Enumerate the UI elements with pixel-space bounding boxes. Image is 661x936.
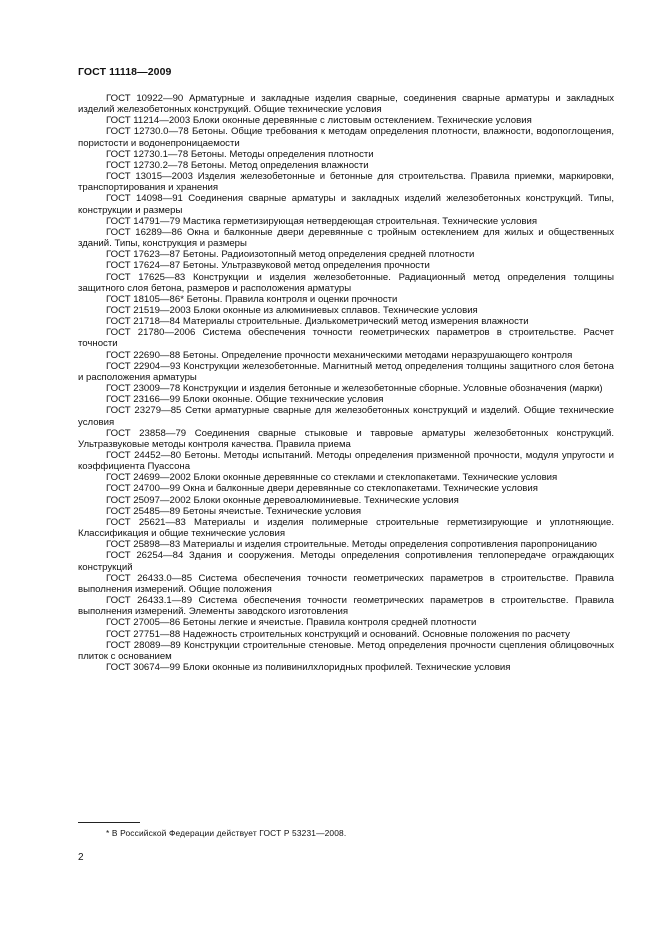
reference-entry: ГОСТ 16289—86 Окна и балконные двери деревянные с тройным остеклением для жилых и общественных зданий. Типы, конструкция и размеры [78, 226, 614, 250]
reference-entry: ГОСТ 24699—2002 Блоки оконные деревянные со стеклами и стеклопакетами. Технические условия [106, 472, 558, 484]
reference-entry: ГОСТ 12730.2—78 Бетоны. Метод определения влажности [106, 159, 369, 171]
reference-entry: ГОСТ 25097—2002 Блоки оконные деревоалюминиевые. Технические условия [106, 494, 459, 506]
footnote: * В Российской Федерации действует ГОСТ Р 53231—2008. [106, 828, 347, 838]
reference-entry: ГОСТ 17623—87 Бетоны. Радиоизотопный метод определения средней плотности [106, 249, 475, 261]
reference-entry: ГОСТ 24700—99 Окна и балконные двери деревянные со стеклопакетами. Технические условия [106, 483, 538, 495]
reference-entry: ГОСТ 26433.0—85 Система обеспечения точности геометрических параметров в строительстве. Правила выполнения измерений. Общие положения [78, 572, 614, 595]
reference-entry: ГОСТ 27751—88 Надежность строительных конструкций и оснований. Основные положения по расчету [106, 628, 570, 640]
reference-entry: ГОСТ 25621—83 Материалы и изделия полимерные строительные герметизирующие и уплотняющие. Классификация и общие технические условия [78, 516, 614, 540]
reference-entry: ГОСТ 12730.1—78 Бетоны. Методы определения плотности [106, 148, 374, 160]
reference-entry: ГОСТ 26433.1—89 Система обеспечения точности геометрических параметров в строительстве. Правила выполнения измерений. Элементы заводского изготовления [78, 595, 614, 618]
reference-entry: ГОСТ 22904—93 Конструкции железобетонные. Магнитный метод определения толщины защитного слоя бетона и расположения арматуры [78, 360, 614, 383]
reference-entry: ГОСТ 18105—86* Бетоны. Правила контроля и оценки прочности [106, 293, 398, 305]
references-list [78, 93, 614, 673]
reference-entry: ГОСТ 17625—83 Конструкции и изделия железобетонные. Радиационный метод определения толщины защитного слоя бетона, размеров и расположения арматуры [78, 271, 614, 294]
reference-entry: ГОСТ 10922—90 Арматурные и закладные изделия сварные, соединения сварные арматуры и закладных изделий железобетонных конструкций. Общие технические условия [78, 93, 614, 116]
reference-entry: ГОСТ 17624—87 Бетоны. Ультразвуковой метод определения прочности [106, 260, 430, 272]
reference-entry: ГОСТ 21519—2003 Блоки оконные из алюминиевых сплавов. Технические условия [106, 304, 478, 316]
reference-entry: ГОСТ 30674—99 Блоки оконные из поливинилхлоридных профилей. Технические условия [106, 661, 511, 673]
reference-entry: ГОСТ 24452—80 Бетоны. Методы испытаний. Методы определения призменной прочности, модуля упругости и коэффициента Пуассона [78, 450, 614, 473]
reference-entry: ГОСТ 21718—84 Материалы строительные. Диэлькометрический метод измерения влажности [106, 316, 529, 328]
page-number: 2 [78, 852, 84, 863]
page-header: ГОСТ 11118—2009 [78, 66, 172, 78]
reference-entry: ГОСТ 14098—91 Соединения сварные арматуры и закладных изделий железобетонных конструкций. Типы, конструкции и размеры [78, 193, 614, 216]
reference-entry: ГОСТ 27005—86 Бетоны легкие и ячеистые. Правила контроля средней плотности [106, 617, 477, 629]
reference-entry: ГОСТ 22690—88 Бетоны. Определение прочности механическими методами неразрушающего контроля [106, 349, 573, 361]
reference-entry: ГОСТ 26254—84 Здания и сооружения. Методы определения сопротивления теплопередаче ограждающих конструкций [78, 550, 614, 573]
reference-entry: ГОСТ 25485—89 Бетоны ячеистые. Технические условия [106, 505, 362, 517]
reference-entry: ГОСТ 23858—79 Соединения сварные стыковые и тавровые арматуры железобетонных конструкций. Ультразвуковые методы контроля качества. Правила приема [78, 427, 614, 450]
reference-entry: ГОСТ 13015—2003 Изделия железобетонные и бетонные для строительства. Правила приемки, маркировки, транспортирования и хранения [78, 171, 614, 194]
reference-entry: ГОСТ 23166—99 Блоки оконные. Общие технические условия [106, 394, 384, 406]
reference-entry: ГОСТ 14791—79 Мастика герметизирующая нетвердеющая строительная. Технические условия [106, 215, 538, 227]
reference-entry: ГОСТ 12730.0—78 Бетоны. Общие требования к методам определения плотности, влажности, водопоглощения, пористости и водонепроницаемости [78, 126, 614, 149]
reference-entry: ГОСТ 25898—83 Материалы и изделия строительные. Методы определения сопротивления паропроницанию [106, 539, 598, 551]
reference-entry: ГОСТ 23279—85 Сетки арматурные сварные для железобетонных конструкций и изделий. Общие технические условия [78, 405, 614, 428]
reference-entry: ГОСТ 11214—2003 Блоки оконные деревянные с листовым остеклением. Технические условия [106, 115, 532, 127]
reference-entry: ГОСТ 28089—89 Конструкции строительные стеновые. Метод определения прочности сцепления облицовочных плиток с основанием [78, 639, 614, 662]
reference-entry: ГОСТ 23009—78 Конструкции и изделия бетонные и железобетонные сборные. Условные обозначения (марки) [106, 383, 603, 395]
footnote-divider [78, 822, 140, 823]
reference-entry: ГОСТ 21780—2006 Система обеспечения точности геометрических параметров в строительстве. Расчет точности [78, 327, 614, 350]
